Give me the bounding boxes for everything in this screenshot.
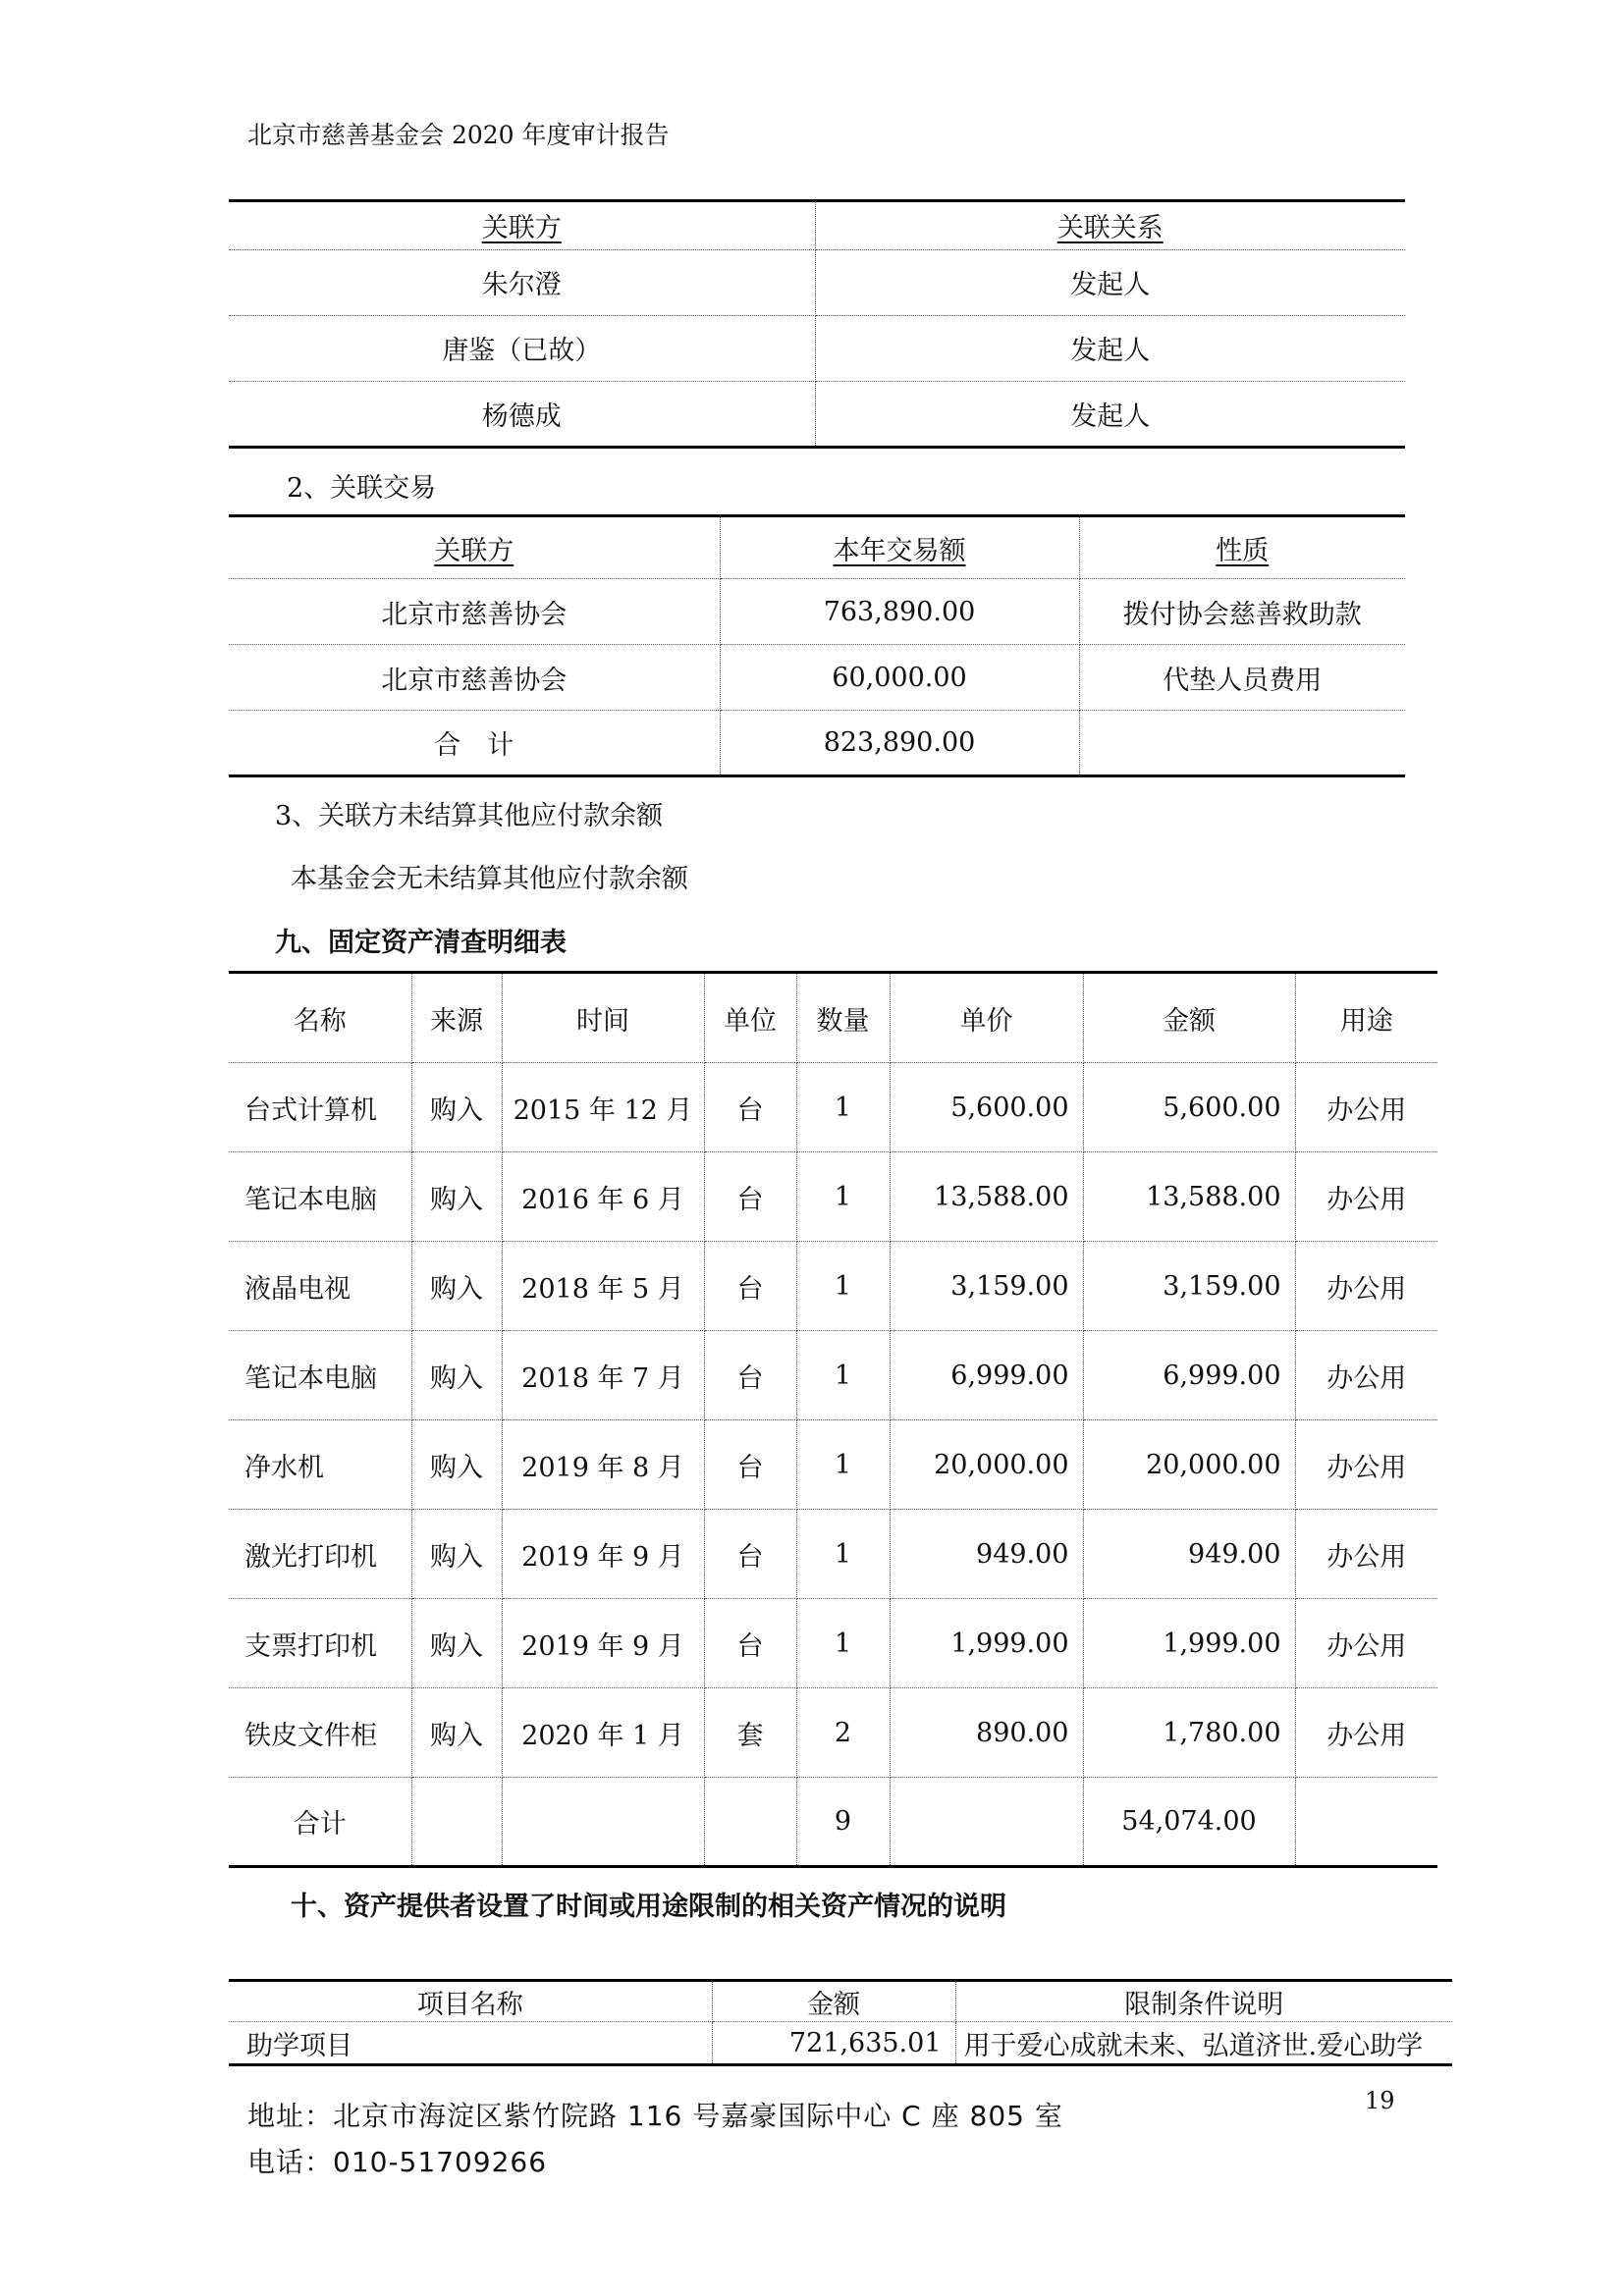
cell: 2015 年 12 月	[502, 1063, 704, 1152]
col-header: 来源	[411, 973, 502, 1063]
cell: 2019 年 9 月	[502, 1510, 704, 1599]
cell: 购入	[411, 1599, 502, 1688]
cell: 2018 年 7 月	[502, 1331, 704, 1420]
cell: 949.00	[890, 1510, 1083, 1599]
col-header: 关联方	[434, 535, 514, 566]
cell: 购入	[411, 1688, 502, 1778]
cell: 6,999.00	[890, 1331, 1083, 1420]
cell: 1	[796, 1063, 890, 1152]
cell: 用于爱心成就未来、弘道济世.爱心助学	[963, 2030, 1424, 2061]
table-row	[229, 1331, 1437, 1420]
cell: 办公用	[1295, 1599, 1437, 1688]
col-header: 用途	[1295, 973, 1437, 1063]
fixed-assets-table	[229, 971, 1437, 1868]
col-header: 关联关系	[1056, 212, 1164, 243]
cell: 台	[704, 1599, 796, 1688]
col-header: 限制条件说明	[955, 1981, 1452, 2022]
cell: 台	[704, 1063, 796, 1152]
cell: 1	[796, 1331, 890, 1420]
section-3-title: 3、关联方未结算其他应付款余额	[275, 801, 664, 831]
cell: 60,000.00	[720, 645, 1079, 711]
cell: 1,999.00	[890, 1599, 1083, 1688]
col-header: 单位	[704, 973, 796, 1063]
total-quantity: 9	[796, 1778, 890, 1867]
cell: 台	[704, 1331, 796, 1420]
cell: 13,588.00	[1083, 1152, 1295, 1242]
cell: 发起人	[815, 249, 1405, 315]
table-row	[229, 1510, 1437, 1599]
cell: 朱尔澄	[229, 249, 815, 315]
cell: 3,159.00	[890, 1242, 1083, 1331]
table-row	[229, 645, 1405, 711]
total-row	[229, 711, 1405, 776]
table-row	[229, 381, 1405, 447]
table-row	[229, 1420, 1437, 1510]
cell: 拨付协会慈善救助款	[1079, 579, 1405, 645]
cell: 2019 年 9 月	[502, 1599, 704, 1688]
cell: 液晶电视	[229, 1242, 411, 1331]
footer-phone: 电话：010-51709266	[247, 2146, 548, 2178]
cell: 763,890.00	[720, 579, 1079, 645]
page-number: 19	[1365, 2087, 1395, 2114]
table-row	[229, 579, 1405, 645]
cell: 823,890.00	[720, 711, 1079, 776]
table-row	[229, 2022, 1452, 2065]
col-header: 性质	[1216, 535, 1270, 566]
cell: 铁皮文件柜	[229, 1688, 411, 1778]
cell: 套	[704, 1688, 796, 1778]
table-header-row	[229, 1981, 1452, 2022]
table-row	[229, 249, 1405, 315]
cell: 13,588.00	[890, 1152, 1083, 1242]
cell: 购入	[411, 1152, 502, 1242]
cell: 949.00	[1083, 1510, 1295, 1599]
section-3-text: 本基金会无未结算其他应付款余额	[291, 864, 688, 894]
section-9-title: 九、固定资产清查明细表	[275, 928, 567, 958]
col-header: 时间	[502, 973, 704, 1063]
section-2-title: 2、关联交易	[287, 473, 437, 504]
cell: 办公用	[1295, 1420, 1437, 1510]
cell: 购入	[411, 1510, 502, 1599]
table-row	[229, 315, 1405, 381]
cell: 890.00	[890, 1688, 1083, 1778]
cell: 5,600.00	[890, 1063, 1083, 1152]
cell: 购入	[411, 1242, 502, 1331]
table-row	[229, 1242, 1437, 1331]
footer-address: 地址：北京市海淀区紫竹院路 116 号嘉豪国际中心 C 座 805 室	[247, 2100, 1063, 2132]
table-row	[229, 1063, 1437, 1152]
cell: 721,635.01	[712, 2022, 955, 2065]
cell: 北京市慈善协会	[229, 579, 720, 645]
cell: 办公用	[1295, 1688, 1437, 1778]
table-header-row	[229, 201, 1405, 249]
related-parties-table	[229, 201, 1405, 449]
transactions-table	[229, 514, 1405, 777]
cell: 20,000.00	[890, 1420, 1083, 1510]
cell: 办公用	[1295, 1063, 1437, 1152]
cell: 购入	[411, 1063, 502, 1152]
total-amount: 54,074.00	[1083, 1778, 1295, 1867]
table-header-row	[229, 516, 1405, 579]
cell: 5,600.00	[1083, 1063, 1295, 1152]
table-row	[229, 1688, 1437, 1778]
cell: 发起人	[815, 315, 1405, 381]
cell: 笔记本电脑	[229, 1152, 411, 1242]
cell: 2020 年 1 月	[502, 1688, 704, 1778]
table-row	[229, 1599, 1437, 1688]
col-header: 数量	[796, 973, 890, 1063]
cell	[1079, 711, 1405, 776]
cell: 20,000.00	[1083, 1420, 1295, 1510]
cell: 1,780.00	[1083, 1688, 1295, 1778]
cell: 唐鉴（已故）	[229, 315, 815, 381]
table-header-row	[229, 973, 1437, 1063]
col-header: 名称	[229, 973, 411, 1063]
table-row	[229, 1152, 1437, 1242]
col-header: 金额	[712, 1981, 955, 2022]
cell: 1,999.00	[1083, 1599, 1295, 1688]
cell: 购入	[411, 1420, 502, 1510]
cell: 助学项目	[229, 2022, 712, 2065]
cell: 购入	[411, 1331, 502, 1420]
cell: 台	[704, 1152, 796, 1242]
col-header: 本年交易额	[833, 535, 966, 566]
cell: 台	[704, 1510, 796, 1599]
cell: 3,159.00	[1083, 1242, 1295, 1331]
cell: 笔记本电脑	[229, 1331, 411, 1420]
cell: 发起人	[1070, 400, 1151, 432]
cell: 1	[796, 1599, 890, 1688]
cell: 激光打印机	[229, 1510, 411, 1599]
cell: 1	[796, 1420, 890, 1510]
cell: 台	[704, 1420, 796, 1510]
col-header: 项目名称	[229, 1981, 712, 2022]
cell: 6,999.00	[1083, 1331, 1295, 1420]
cell: 2019 年 8 月	[502, 1420, 704, 1510]
col-header: 金额	[1083, 973, 1295, 1063]
cell: 1	[796, 1510, 890, 1599]
cell: 2	[796, 1688, 890, 1778]
cell: 北京市慈善协会	[229, 645, 720, 711]
cell: 办公用	[1295, 1510, 1437, 1599]
cell: 2018 年 5 月	[502, 1242, 704, 1331]
section-10-title: 十、资产提供者设置了时间或用途限制的相关资产情况的说明	[291, 1892, 1006, 1922]
total-label: 合计	[229, 1778, 411, 1867]
cell: 办公用	[1295, 1242, 1437, 1331]
cell: 净水机	[229, 1420, 411, 1510]
cell: 支票打印机	[229, 1599, 411, 1688]
cell: 杨德成	[229, 381, 815, 447]
total-row	[229, 1778, 1437, 1867]
cell: 代垫人员费用	[1079, 645, 1405, 711]
cell: 台	[704, 1242, 796, 1331]
page-header: 北京市慈善基金会 2020 年度审计报告	[247, 121, 670, 149]
col-header: 单价	[890, 973, 1083, 1063]
cell: 办公用	[1295, 1331, 1437, 1420]
cell: 1	[796, 1152, 890, 1242]
col-header: 关联方	[481, 212, 562, 243]
cell: 办公用	[1295, 1152, 1437, 1242]
cell: 台式计算机	[229, 1063, 411, 1152]
cell: 1	[796, 1242, 890, 1331]
cell: 合 计	[229, 711, 720, 776]
restricted-assets-table	[229, 1979, 1452, 2066]
cell: 2016 年 6 月	[502, 1152, 704, 1242]
